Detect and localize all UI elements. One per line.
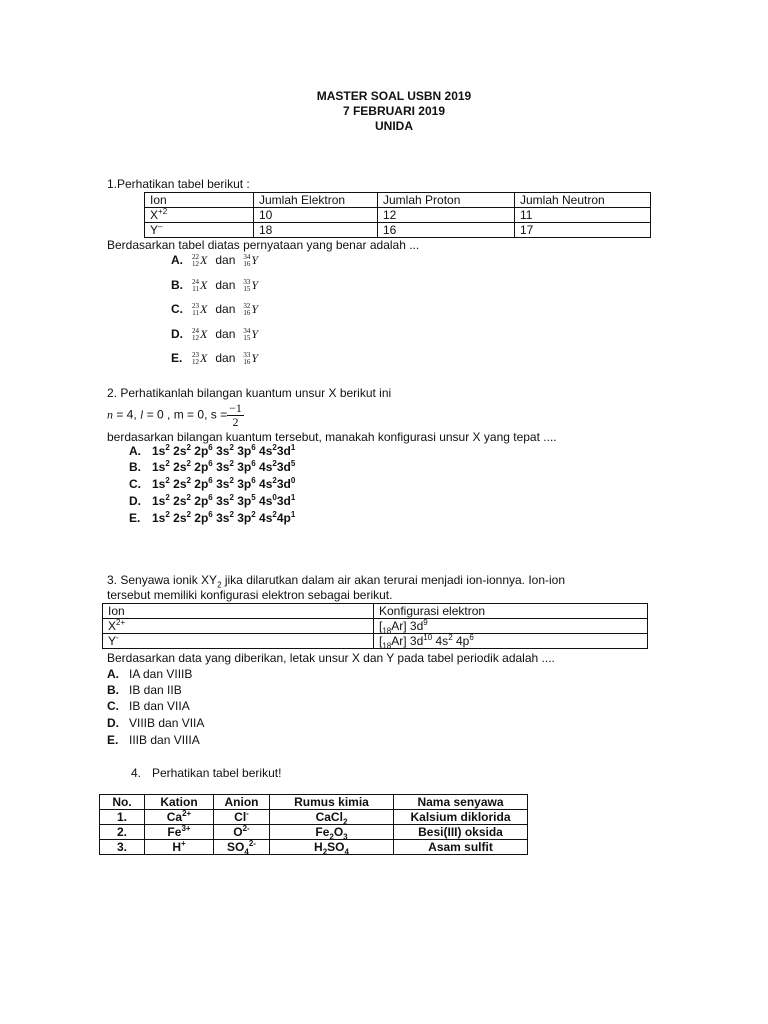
config-part: 6 bbox=[208, 510, 213, 519]
config-part: 3s bbox=[212, 444, 230, 458]
option-label: E. bbox=[171, 351, 183, 365]
config-part: 3p bbox=[233, 494, 252, 508]
option-text: IIIB dan VIIIA bbox=[129, 733, 200, 747]
table-header: Kation bbox=[145, 795, 214, 810]
config-part: 3d bbox=[276, 444, 291, 458]
table-cell: 1. bbox=[100, 810, 145, 825]
conjunction: dan bbox=[215, 302, 236, 316]
atomic-number: 15 bbox=[243, 334, 251, 343]
option-text: IA dan VIIIB bbox=[129, 667, 193, 681]
table-header: Ion bbox=[103, 604, 374, 619]
config-part: 3d bbox=[276, 494, 291, 508]
q1-option bbox=[171, 253, 258, 268]
config-part: 0 bbox=[272, 493, 277, 502]
config-part: 3p bbox=[233, 444, 252, 458]
q2-option bbox=[129, 444, 295, 458]
conjunction: dan bbox=[215, 253, 236, 267]
table-cell: $[_{18}Ar]$ $3d^9$ bbox=[374, 619, 648, 634]
element-symbol: Y bbox=[251, 253, 259, 267]
config-part: 1 bbox=[290, 493, 296, 502]
q1-option bbox=[171, 351, 258, 366]
conjunction: dan bbox=[215, 327, 236, 341]
mass-number: 24 bbox=[192, 278, 199, 287]
config-part: 3s bbox=[212, 460, 230, 474]
option-label: A. bbox=[107, 667, 119, 681]
q3-option bbox=[107, 683, 182, 697]
isotope-numbers bbox=[192, 279, 199, 293]
mass-number: 32 bbox=[243, 302, 251, 311]
config-part: 2 bbox=[165, 510, 170, 519]
atomic-number: 12 bbox=[192, 260, 199, 269]
atomic-number: 12 bbox=[192, 358, 199, 367]
config-part: 4s bbox=[255, 460, 273, 474]
config-part: 3p bbox=[233, 477, 252, 491]
config-part: 3d bbox=[276, 477, 291, 491]
config-part: 3s bbox=[212, 511, 230, 525]
q3-option bbox=[107, 716, 204, 730]
config-part: 2s bbox=[169, 494, 187, 508]
table-cell: $X^{2+}$ bbox=[103, 619, 374, 634]
config-part: 2p bbox=[190, 460, 209, 474]
q2-question: berdasarkan bilangan kuantum tersebut, manakah konfigurasi unsur X yang tepat .... bbox=[107, 430, 557, 444]
q1-option bbox=[171, 327, 258, 342]
table-header: Jumlah Elektron bbox=[254, 193, 378, 208]
q3-option bbox=[107, 667, 192, 681]
option-label: D. bbox=[107, 716, 119, 730]
config-part: 6 bbox=[208, 476, 213, 485]
table-cell: $[_{18}Ar]$ $3d^{10}$ $4s^2$ $4p^6$ bbox=[374, 634, 648, 649]
table-cell: Y- bbox=[103, 634, 374, 649]
config-part: 1 bbox=[290, 510, 296, 519]
q2-option bbox=[129, 494, 295, 508]
config-part: 2 bbox=[229, 443, 234, 452]
table-cell: 18 bbox=[254, 223, 378, 238]
config-part: 2s bbox=[169, 511, 187, 525]
isotope-y bbox=[243, 302, 258, 316]
config-part: 2 bbox=[229, 459, 234, 468]
config-part: 2 bbox=[165, 443, 170, 452]
isotope-numbers bbox=[243, 303, 250, 317]
config-part: 6 bbox=[251, 476, 256, 485]
option-label: A. bbox=[129, 444, 141, 458]
config-part: 2 bbox=[186, 459, 191, 468]
table-header: Rumus kimia bbox=[270, 795, 394, 810]
conjunction: dan bbox=[215, 278, 236, 292]
config-part: 2 bbox=[272, 459, 277, 468]
q2-quantum-numbers: n = 4, l = 0 , m = 0, s = $\frac{-1}{2}$ bbox=[107, 401, 242, 429]
table-cell: Y– bbox=[145, 223, 254, 238]
table-cell: Besi(III) oksida bbox=[394, 825, 528, 840]
table-cell: H+ bbox=[145, 840, 214, 855]
config-part: 2 bbox=[165, 476, 170, 485]
isotope-x bbox=[192, 253, 207, 267]
isotope-numbers bbox=[192, 303, 199, 317]
isotope-y bbox=[243, 253, 258, 267]
q1-table bbox=[144, 192, 651, 238]
q3-prompt-line2: tersebut memiliki konfigurasi elektron sebagai berikut. bbox=[107, 588, 393, 602]
table-cell: Asam sulfit bbox=[394, 840, 528, 855]
mass-number: 24 bbox=[192, 327, 199, 336]
table-row bbox=[100, 810, 528, 825]
spin-fraction: $\frac{-1}{2}$ bbox=[229, 401, 242, 429]
mass-number: 33 bbox=[243, 278, 251, 287]
config-part: 3p bbox=[233, 511, 252, 525]
mass-number: 33 bbox=[243, 351, 251, 360]
table-cell: $Fe_2O_3$ bbox=[270, 825, 394, 840]
option-label: C. bbox=[107, 699, 119, 713]
table-cell: 12 bbox=[378, 208, 515, 223]
config-part: 5 bbox=[290, 459, 296, 468]
q4-table bbox=[99, 794, 528, 855]
config-part: 2s bbox=[169, 460, 187, 474]
table-row bbox=[100, 840, 528, 855]
q4-number: 4. bbox=[131, 766, 142, 780]
option-label: D. bbox=[171, 327, 183, 341]
config-part: 1s bbox=[152, 511, 166, 525]
config-part: 3p bbox=[233, 460, 252, 474]
config-part: 4s bbox=[255, 477, 273, 491]
q1-option bbox=[171, 302, 258, 317]
table-row bbox=[145, 223, 651, 238]
element-symbol: Y bbox=[251, 351, 259, 365]
config-part: 2p bbox=[190, 511, 209, 525]
isotope-numbers bbox=[243, 352, 250, 366]
table-header-row bbox=[145, 193, 651, 208]
table-cell: 10 bbox=[254, 208, 378, 223]
q3-option bbox=[107, 699, 190, 713]
config-part: 2 bbox=[186, 443, 191, 452]
table-cell: $X^{+2}$ bbox=[145, 208, 254, 223]
option-label: E. bbox=[107, 733, 119, 747]
isotope-numbers bbox=[243, 328, 250, 342]
isotope-y bbox=[243, 278, 258, 292]
option-label: B. bbox=[129, 460, 141, 474]
option-text: IB dan IIB bbox=[129, 683, 182, 697]
element-symbol: Y bbox=[251, 278, 259, 292]
option-label: B. bbox=[107, 683, 119, 697]
doc-title: MASTER SOAL USBN 2019 bbox=[316, 89, 472, 103]
config-part: 1 bbox=[290, 443, 296, 452]
atomic-number: 11 bbox=[192, 309, 199, 318]
config-part: 4s bbox=[255, 511, 273, 525]
table-cell: 2. bbox=[100, 825, 145, 840]
config-part: 2 bbox=[229, 476, 234, 485]
table-cell: CaCl$_2$ bbox=[270, 810, 394, 825]
table-cell: 16 bbox=[378, 223, 515, 238]
config-part: 5 bbox=[251, 493, 256, 502]
isotope-numbers bbox=[192, 328, 199, 342]
isotope-numbers bbox=[192, 254, 199, 268]
mass-number: 23 bbox=[192, 351, 199, 360]
atomic-number: 16 bbox=[243, 309, 251, 318]
element-symbol: X bbox=[200, 302, 208, 316]
config-part: 2 bbox=[272, 510, 277, 519]
config-part: 2 bbox=[165, 459, 170, 468]
table-cell: 17 bbox=[515, 223, 651, 238]
table-header-row bbox=[103, 604, 648, 619]
element-symbol: X bbox=[200, 253, 208, 267]
config-part: 4p bbox=[276, 511, 291, 525]
config-part: 1s bbox=[152, 477, 166, 491]
config-part: 4s bbox=[255, 444, 273, 458]
option-text: IB dan VIIA bbox=[129, 699, 190, 713]
config-part: 2 bbox=[251, 510, 256, 519]
config-part: 6 bbox=[208, 493, 213, 502]
table-header: Ion bbox=[145, 193, 254, 208]
q2-option bbox=[129, 460, 295, 474]
table-row bbox=[103, 634, 648, 649]
q3-prompt-line1: 3. Senyawa ionik $XY_2$ jika dilarutkan dalam air akan terurai menjadi ion-ionnya. Ion-ion bbox=[107, 573, 566, 590]
table-cell: $Fe^{3+}$ bbox=[145, 825, 214, 840]
table-cell: $SO_4^{2-}$ bbox=[214, 840, 270, 855]
mass-number: 34 bbox=[243, 253, 251, 262]
config-part: 6 bbox=[251, 443, 256, 452]
config-part: 2 bbox=[165, 493, 170, 502]
table-row bbox=[145, 208, 651, 223]
option-label: D. bbox=[129, 494, 141, 508]
table-header: Konfigurasi elektron bbox=[374, 604, 648, 619]
config-part: 2 bbox=[229, 510, 234, 519]
mass-number: 22 bbox=[192, 253, 199, 262]
config-part: 6 bbox=[208, 443, 213, 452]
option-text: VIIIB dan VIIA bbox=[129, 716, 205, 730]
atomic-number: 15 bbox=[243, 285, 251, 294]
table-cell: 3. bbox=[100, 840, 145, 855]
isotope-y bbox=[243, 327, 258, 341]
table-cell: 11 bbox=[515, 208, 651, 223]
option-label: C. bbox=[129, 477, 141, 491]
option-label: B. bbox=[171, 278, 183, 292]
element-symbol: X bbox=[200, 351, 208, 365]
config-part: 1s bbox=[152, 460, 166, 474]
config-part: 2p bbox=[190, 444, 209, 458]
config-part: 2 bbox=[272, 443, 277, 452]
table-cell: Cl- bbox=[214, 810, 270, 825]
element-symbol: X bbox=[200, 278, 208, 292]
config-part: 4s bbox=[255, 494, 273, 508]
config-part: 2 bbox=[186, 476, 191, 485]
isotope-y bbox=[243, 351, 258, 365]
config-part: 2 bbox=[229, 493, 234, 502]
element-symbol: Y bbox=[251, 302, 259, 316]
config-part: 2s bbox=[169, 477, 187, 491]
q3-option bbox=[107, 733, 200, 747]
isotope-x bbox=[192, 327, 207, 341]
q2-option bbox=[129, 511, 295, 525]
atomic-number: 16 bbox=[243, 358, 251, 367]
mass-number: 23 bbox=[192, 302, 199, 311]
table-cell: Kalsium diklorida bbox=[394, 810, 528, 825]
option-label: E. bbox=[129, 511, 141, 525]
config-part: 6 bbox=[208, 459, 213, 468]
atomic-number: 12 bbox=[192, 334, 199, 343]
table-cell: $Ca^{2+}$ bbox=[145, 810, 214, 825]
table-header: Anion bbox=[214, 795, 270, 810]
isotope-numbers bbox=[243, 254, 250, 268]
isotope-x bbox=[192, 351, 207, 365]
q3-table bbox=[102, 603, 648, 649]
config-part: 3d bbox=[276, 460, 291, 474]
mass-number: 34 bbox=[243, 327, 251, 336]
doc-date: 7 FEBRUARI 2019 bbox=[342, 104, 446, 118]
doc-institution: UNIDA bbox=[375, 119, 413, 133]
config-part: 2 bbox=[186, 493, 191, 502]
config-part: 3s bbox=[212, 477, 230, 491]
table-cell: $O^{2-}$ bbox=[214, 825, 270, 840]
table-header: Jumlah Proton bbox=[378, 193, 515, 208]
element-symbol: X bbox=[200, 327, 208, 341]
table-row bbox=[103, 619, 648, 634]
isotope-x bbox=[192, 278, 207, 292]
isotope-numbers bbox=[192, 352, 199, 366]
table-cell: $H_2SO_4$ bbox=[270, 840, 394, 855]
option-label: C. bbox=[171, 302, 183, 316]
q3-question: Berdasarkan data yang diberikan, letak unsur X dan Y pada tabel periodik adalah .... bbox=[107, 651, 555, 665]
q4-prompt: Perhatikan tabel berikut! bbox=[152, 766, 282, 780]
q1-prompt: 1.Perhatikan tabel berikut : bbox=[107, 177, 250, 191]
config-part: 0 bbox=[290, 476, 296, 485]
config-part: 6 bbox=[251, 459, 256, 468]
config-part: 2p bbox=[190, 494, 209, 508]
q2-prompt: 2. Perhatikanlah bilangan kuantum unsur X berikut ini bbox=[107, 386, 392, 400]
q1-option bbox=[171, 278, 258, 293]
config-part: 2 bbox=[272, 476, 277, 485]
isotope-numbers bbox=[243, 279, 250, 293]
config-part: 1s bbox=[152, 444, 166, 458]
config-part: 1s bbox=[152, 494, 166, 508]
conjunction: dan bbox=[215, 351, 236, 365]
atomic-number: 16 bbox=[243, 260, 251, 269]
table-header: Jumlah Neutron bbox=[515, 193, 651, 208]
isotope-x bbox=[192, 302, 207, 316]
table-header: No. bbox=[100, 795, 145, 810]
atomic-number: 11 bbox=[192, 285, 199, 294]
q1-question: Berdasarkan tabel diatas pernyataan yang benar adalah ... bbox=[107, 238, 420, 252]
element-symbol: Y bbox=[251, 327, 259, 341]
config-part: 3s bbox=[212, 494, 230, 508]
config-part: 2s bbox=[169, 444, 187, 458]
table-header: Nama senyawa bbox=[394, 795, 528, 810]
config-part: 2 bbox=[186, 510, 191, 519]
q2-option bbox=[129, 477, 295, 491]
table-row bbox=[100, 825, 528, 840]
config-part: 2p bbox=[190, 477, 209, 491]
table-header-row bbox=[100, 795, 528, 810]
option-label: A. bbox=[171, 253, 183, 267]
